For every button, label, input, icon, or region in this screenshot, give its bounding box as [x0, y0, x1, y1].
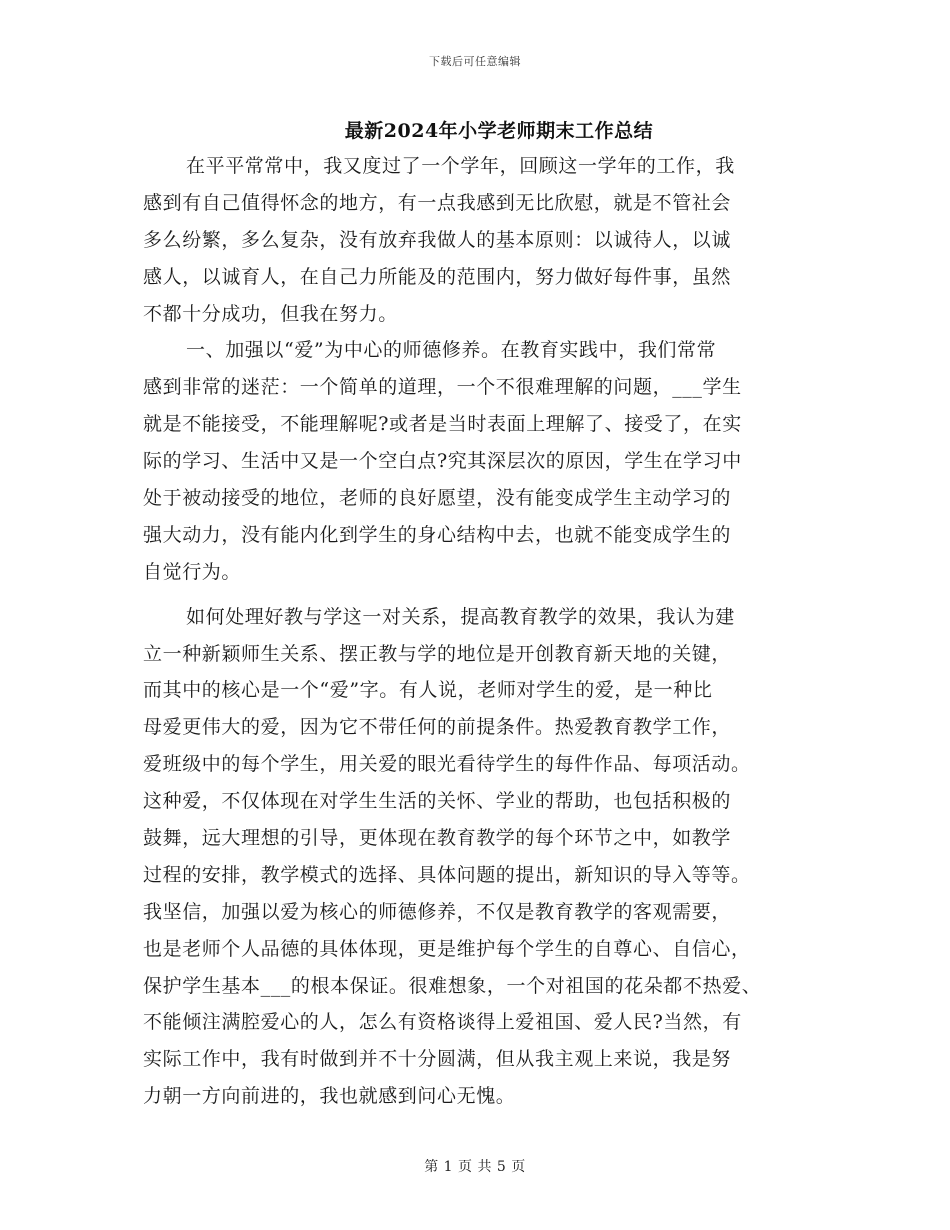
paragraph-2-line-6: 强大动力，没有能内化到学生的身心结构中去，也就不能变成学生的	[143, 523, 732, 546]
paragraph-3-line-2: 立一种新颖师生关系、摆正教与学的地位是开创教育新天地的关键，	[143, 642, 732, 665]
paragraph-3-line-11: 保护学生基本___的根本保证。很难想象，一个对祖国的花朵都不热爱、	[143, 974, 762, 997]
paragraph-2-line-2: 感到非常的迷茫：一个简单的道理，一个不很难理解的问题，___学生	[143, 376, 742, 399]
document-title: 最新2024年小学老师期末工作总结	[344, 120, 654, 142]
paragraph-3-line-5: 爱班级中的每个学生，用关爱的眼光看待学生的每件作品、每项活动。	[143, 753, 751, 776]
paragraph-3-line-12: 不能倾注满腔爱心的人，怎么有资格谈得上爱祖国、爱人民?当然，有	[143, 1011, 742, 1034]
paragraph-3-line-9: 我坚信，加强以爱为核心的师德修养，不仅是教育教学的客观需要，	[143, 900, 732, 923]
paragraph-1-line-5: 不都十分成功，但我在努力。	[143, 302, 398, 325]
paragraph-1-line-4: 感人，以诚育人，在自己力所能及的范围内，努力做好每件事，虽然	[143, 265, 732, 288]
paragraph-3-line-10: 也是老师个人品德的具体体现，更是维护每个学生的自尊心、自信心，	[143, 937, 751, 960]
paragraph-2-line-5: 处于被动接受的地位，老师的良好愿望，没有能变成学生主动学习的	[143, 487, 732, 510]
paragraph-3-line-6: 这种爱，不仅体现在对学生生活的关怀、学业的帮助，也包括积极的	[143, 790, 732, 813]
paragraph-2-line-4: 际的学习、生活中又是一个空白点?究其深层次的原因，学生在学习中	[143, 450, 742, 473]
paragraph-3-line-3: 而其中的核心是一个“爱”字。有人说，老师对学生的爱，是一种比	[143, 679, 713, 702]
paragraph-3-line-13: 实际工作中，我有时做到并不十分圆满，但从我主观上来说，我是努	[143, 1048, 732, 1071]
paragraph-3-line-1: 如何处理好教与学这一对关系，提高教育教学的效果，我认为建	[186, 605, 735, 628]
paragraph-1-line-2: 感到有自己值得怀念的地方，有一点我感到无比欣慰，就是不管社会	[143, 191, 732, 214]
paragraph-3-line-4: 母爱更伟大的爱，因为它不带任何的前提条件。热爱教育教学工作，	[143, 716, 732, 739]
paragraph-1-line-1: 在平平常常中，我又度过了一个学年，回顾这一学年的工作，我	[186, 155, 735, 177]
paragraph-3-line-7: 鼓舞，远大理想的引导，更体现在教育教学的每个环节之中，如教学	[143, 827, 732, 850]
document-body	[143, 148, 803, 1115]
header-note: 下载后可任意编辑	[429, 55, 521, 68]
page-number: 第 1 页 共 5 页	[424, 1159, 526, 1175]
paragraph-2-line-7: 自觉行为。	[143, 560, 242, 583]
paragraph-3-line-14: 力朝一方向前进的，我也就感到问心无愧。	[143, 1085, 516, 1108]
paragraph-2-line-3: 就是不能接受，不能理解呢?或者是当时表面上理解了、接受了，在实	[143, 413, 742, 436]
paragraph-3-line-8: 过程的安排，教学模式的选择、具体问题的提出，新知识的导入等等。	[143, 863, 751, 886]
paragraph-1-line-3: 多么纷繁，多么复杂，没有放弃我做人的基本原则：以诚待人，以诚	[143, 228, 732, 251]
paragraph-2-line-1: 一、加强以“爱”为中心的师德修养。在教育实践中，我们常常	[186, 339, 717, 362]
